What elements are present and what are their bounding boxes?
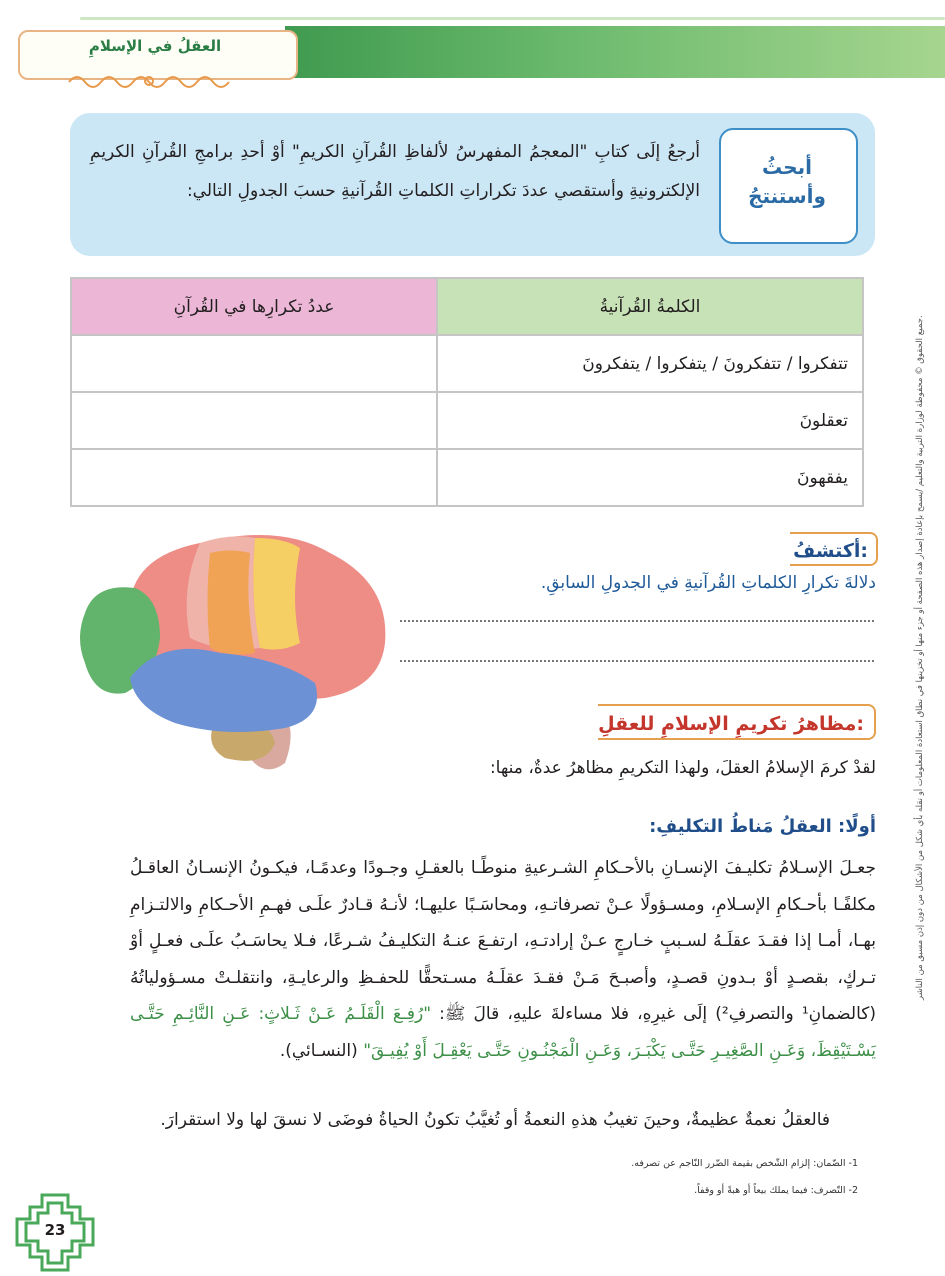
research-badge-label [722,153,852,211]
table-cell-count-input[interactable] [71,392,437,449]
table-row [71,392,863,449]
side-copyright-text: جميع الحقوق © محفوظة لوزارة التربية والتعليم /يسمح بإعادة إصدار هذه الصفحة أو جزء منها أو تخزينها في نطاق استعادة المعلومات أو نقله بأي شكل من الأشكال من دون إذن مسبق من الناشر. [915,315,925,1000]
answer-line[interactable] [400,620,874,622]
table-cell-word: تعقلونَ [437,392,863,449]
discover-heading: أكتشفُ: [790,532,878,566]
hadith-quote: "رُفِـعَ الْقَلَـمُ عَـنْ ثَـلاثٍ: عَـنِ النَّائِـمِ حَتَّـى يَسْـتَيْقِظَ، وَعَـنِ الصَّغِيـرِ حَتَّـى يَكْبَـرَ، وَعَـنِ الْمَجْنُـونِ حَتَّـى يَعْقِـلَ أَوْ يُفِيـقَ" [130,1004,876,1061]
research-badge-line1: أبحثُ [762,155,812,179]
table-header-count: عددُ تكرارِها في القُرآنِ [71,278,437,335]
header-green-bar [285,26,945,78]
page-number: 23 [40,1218,70,1242]
table-cell-word: تتفكروا / تتفكرونَ / يتفكروا / يتفكرونَ [437,335,863,392]
closing-paragraph: فالعقلُ نعمةٌ عظيمةٌ، وحينَ تغيبُ هذهِ النعمةُ أو تُغيَّبُ تكونُ الحياةُ فوضَى لا نسقَ لها ولا استقرارَ. [160,1110,830,1130]
footnote-1: 1- الضّمان: إلزام الشّخص بقيمة الضّرر النّاجم عن تصرفه. [631,1158,858,1169]
header-top-line [80,17,945,20]
answer-line[interactable] [400,660,874,662]
table-cell-count-input[interactable] [71,449,437,506]
research-instructions: أرجعُ إلَى كتابِ "المعجمُ المفهرسُ لألفاظِ القُرآنِ الكريمِ" أوْ أحدِ برامجِ القُرآنِ الكريمِ الإلكترونيةِ وأستقصي عددَ تكراراتِ الكلماتِ القُرآنيةِ حسبَ الجدولِ التالي: [90,142,700,201]
table-cell-count-input[interactable] [71,335,437,392]
side-copyright [903,300,925,1000]
table-cell-word: يفقهونَ [437,449,863,506]
section-intro: لقدْ كرمَ الإسلامُ العقلَ، ولهذا التكريمِ مظاهرُ عدةٌ، منها: [489,758,876,778]
table-row [71,449,863,506]
footnote-2: 2- التّصرف: فيما يملك بيعاً أو هبةً أو وقفاً. [694,1185,858,1196]
chapter-title: العقلُ في الإسلامِ [88,37,222,55]
section-heading: مظاهرُ تكريمِ الإسلامِ للعقلِ: [598,704,876,740]
table-row [71,335,863,392]
body-paragraph [130,850,876,1070]
brain-illustration [70,528,400,778]
quran-words-table [70,277,864,507]
table-header-row [71,278,863,335]
paragraph-text: جعـلَ الإسـلامُ تكليـفَ الإنسـانِ بالأحـكامِ الشـرعيةِ منوطًـا بالعقـلِ وجـودًا وعدمًـا، فيكـونُ الإنسـانُ العاقـلُ مكلفًـا بأحـكامِ الإسـلامِ، ومسـؤولًا عـنْ تصرفاتـهِ، ومحاسَـبًا عليهـا؛ لأنـهُ قـادرٌ علَـى فهـمِ الأحـكامِ والالتـزامِ بهـا، أمـا إذا فقـدَ عقلَـهُ لسـببٍ خـارجٍ عـنْ إرادتـهِ، ارتفـعَ عنـهُ التكليـفُ شـرعًا، فـلا يحاسَـبُ علَـى فعـلٍ أوْ تـركٍ، بقصـدٍ أوْ بـدونِ قصـدٍ، وأصبـحَ مَـنْ فقـدَ عقلَـهُ مسـتحقًّا للحفـظِ والرعايـةِ، وانتقلـتْ مسـؤولياتُهُ (كالضمانِ¹ والتصرفِ²) إلَى غيرِهِ، فلا مساءلةَ عليهِ، قالَ ﷺ: [130,858,876,1025]
research-badge-line2: وأستنتجُ [748,184,826,208]
sub-heading: أولًا: العقلُ مَناطُ التكليفِ: [649,816,876,837]
table-header-word: الكلمةُ القُرآنيةُ [437,278,863,335]
hadith-source: (النسـائي). [279,1040,364,1061]
header-ornament-icon [64,70,234,90]
discover-text: دلالةَ تكرارِ الكلماتِ القُرآنيةِ في الجدولِ السابقِ. [540,573,876,593]
